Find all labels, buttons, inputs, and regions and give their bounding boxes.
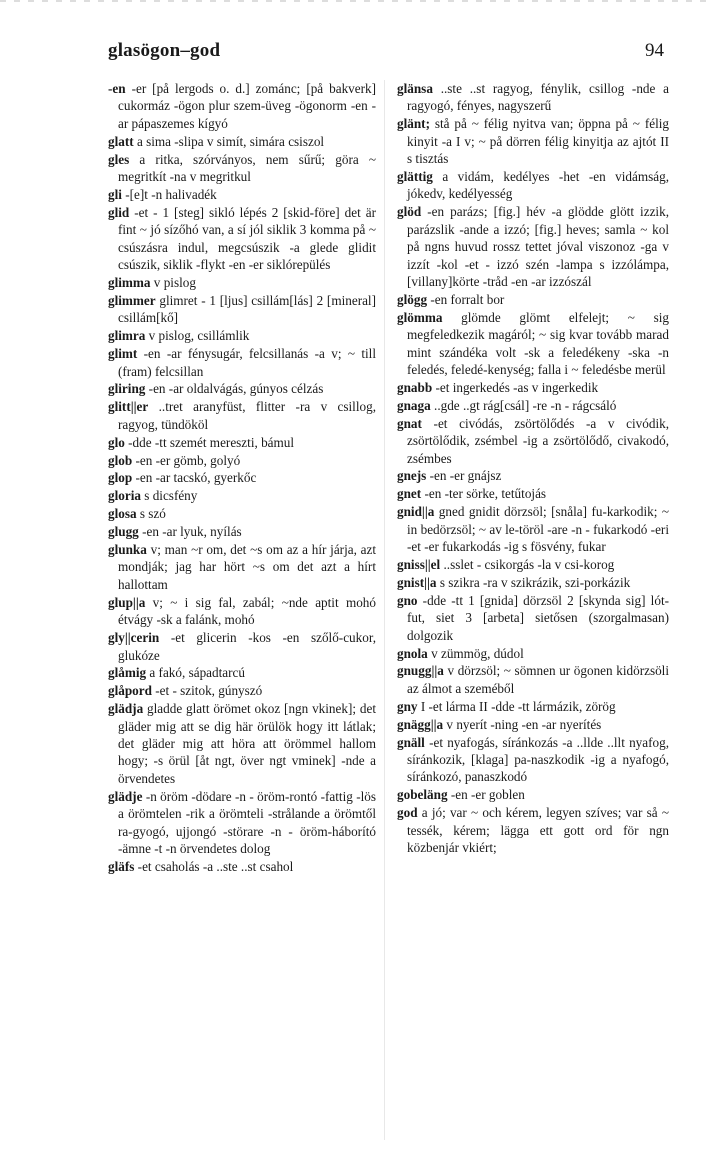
dictionary-entry: glänsa ..ste ..st ragyog, fénylik, csillog -nde a ragyogó, fényes, nagyszerű — [397, 81, 669, 114]
dictionary-entry: gnaga ..gde ..gt rág[csál] -re -n - rágcsáló — [397, 397, 617, 413]
dictionary-entry: glänt; stå på ~ félig nyitva van; öppna på ~ félig kinyit -a I v; ~ på dörren félig kinyitja az ajtót II s tisztás — [397, 116, 669, 167]
dictionary-entry: glunka v; man ~r om, det ~s om az a hír járja, azt mondják; jag har hört ~s om det azt a hírt hallottam — [108, 542, 376, 592]
dictionary-entry: glöd -en parázs; [fig.] hév -a glödde glött izzik, parázslik -ande a izzó; [fig.] heves; samla ~ kol på ngns huvud rossz tettet jóval viszonoz -ga v izzít -kol -et - izzó szén -lampa s izzólámpa, [villany]körte -tråd -en -ar izzószál — [397, 204, 669, 289]
dictionary-entry: gny I -et lárma II -dde -tt lármázik, zörög — [397, 698, 616, 714]
scan-edge-mark — [0, 0, 712, 2]
page-number: 94 — [645, 40, 664, 61]
dictionary-entry: glosa s szó — [108, 506, 166, 522]
dictionary-entry: gles a ritka, szórványos, nem sűrű; göra ~ megritkít -na v megritkul — [108, 151, 376, 185]
dictionary-entry: glo -dde -tt szemét mereszti, bámul — [108, 434, 295, 450]
running-head: glasögon–god — [108, 40, 221, 61]
dictionary-entry: god a jó; var ~ och kérem, legyen szíves; var så ~ tessék, kérem; lägga ett gott ord för ngn közbenjár vkiért; — [397, 805, 669, 855]
dictionary-entry: glimmer glimret - 1 [ljus] csillám[lás] 2 [mineral] csillám[kő] — [108, 292, 376, 326]
dictionary-entry: glättig a vidám, kedélyes -het -en vidámság, jókedv, kedélyesség — [397, 169, 669, 202]
dictionary-entry: glop -en -ar tacskó, gyerkőc — [108, 470, 257, 486]
dictionary-entry: glimra v pislog, csillámlik — [108, 328, 250, 344]
dictionary-entry: gly||cerin -et glicerin -kos -en szőlő-cukor, glukóze — [108, 630, 376, 663]
dictionary-entry: glåpord -et - szitok, gúnyszó — [108, 683, 263, 699]
dictionary-entry: gnäll -et nyafogás, síránkozás -a ..llde ..llt nyafog, síránkozik, [klaga] pa-naszkodik -ig a nyafogó, síránkozó, panaszkodó — [397, 734, 669, 785]
dictionary-entry: gnägg||a v nyerít -ning -en -ar nyerítés — [397, 716, 602, 732]
dictionary-entry: glimma v pislog — [108, 274, 196, 290]
dictionary-entry: gnid||a gned gnidit dörzsöl; [snåla] fu-karkodik; ~ in bedörzsöl; ~ av le-töröl -are -n - fukarkodó -eri -et -er fukarkodás -ig s fösvény, fukar — [397, 504, 669, 555]
dictionary-entry: gliring -en -ar oldalvágás, gúnyos célzás — [108, 381, 324, 397]
dictionary-entry: gnist||a s szikra -ra v szikrázik, szi-porkázik — [397, 574, 631, 590]
dictionary-entry: gloria s dicsfény — [108, 488, 198, 504]
dictionary-entry: gnugg||a v dörzsöl; ~ sömnen ur ögonen kidörzsöli az álmot a szeméből — [397, 663, 669, 696]
dictionary-entry: gniss||el ..sslet - csikorgás -la v csi-korog — [397, 556, 615, 572]
dictionary-entry: gli -[e]t -n halivadék — [108, 186, 217, 202]
column-divider — [384, 80, 385, 1140]
dictionary-entry: glatt a sima -slipa v simít, simára csiszol — [108, 133, 325, 149]
dictionary-entry: gläfs -et csaholás -a ..ste ..st csahol — [108, 858, 294, 874]
dictionary-entry: glup||a v; ~ i sig fal, zabál; ~nde aptit mohó étvágy -sk a falánk, mohó — [108, 594, 376, 628]
dictionary-entry: glädja gladde glatt örömet okoz [ngn vkinek]; det gläder mig att se dig här örülök hogy itt látlak; det gläder mig att höra att örömmel hallom hogy; -s örül [åt ngt, över ngt vminek] -nde a örvendetes — [108, 701, 376, 786]
dictionary-entry: glob -en -er gömb, golyó — [108, 452, 241, 468]
dictionary-entry: glimt -en -ar fénysugár, felcsillanás -a v; ~ till (fram) felcsillan — [108, 346, 376, 379]
dictionary-entry: gnat -et civódás, zsörtölődés -a v civódik, zsörtölődik, zsémbel -ig a zsörtölődő, civakodó, zsémbes — [397, 415, 669, 466]
dictionary-entry: glitt||er ..tret aranyfüst, flitter -ra v csillog, ragyog, tündököl — [108, 399, 376, 432]
dictionary-entry: glugg -en -ar lyuk, nyílás — [108, 524, 242, 540]
right-column — [397, 80, 669, 857]
dictionary-entry: gnejs -en -er gnájsz — [397, 468, 502, 484]
dictionary-entry: glögg -en forralt bor — [397, 291, 505, 307]
dictionary-entry: glädje -n öröm -dödare -n - öröm-rontó -fattig -lös a örömtelen -rik a örömteli -strålande a örömtől ra-gyogó, ujjongó -störare -n - öröm-háborító -ämne -t -n örvendetes dolog — [108, 788, 376, 856]
dictionary-entry: -en -er [på lergods o. d.] zománc; [på bakverk] cukormáz -ögon plur szem-üveg -ögonorm -en -ar pápaszemes kígyó — [108, 81, 376, 131]
dictionary-entry: gobeläng -en -er goblen — [397, 787, 525, 803]
dictionary-entry: gno -dde -tt 1 [gnida] dörzsöl 2 [skynda sig] lót-fut, siet 3 [arbeta] sietősen (szorgalmasan) dolgozik — [397, 592, 669, 643]
dictionary-entry: gnabb -et ingerkedés -as v ingerkedik — [397, 379, 599, 395]
dictionary-entry: gnola v zümmög, dúdol — [397, 645, 524, 661]
dictionary-entry: glid -et - 1 [steg] sikló lépés 2 [skid-före] det är fint ~ jó sízőhó van, a sí jól siklik 3 komma på ~ csúszásra indul, megcsúszik -a glede glidit csúszik, siklik -flykt -en -er siklórepülés — [108, 204, 376, 273]
dictionary-entry: gnet -en -ter sörke, tetűtojás — [397, 486, 547, 502]
dictionary-entry: glömma glömde glömt elfelejt; ~ sig megfeledkezik magáról; ~ sig kvar tovább marad mint szándéka volt -sk a feledékeny -ska -n feledés, feledé-kenység; falla i ~ feledésbe merül — [397, 309, 669, 377]
page-header — [108, 40, 664, 68]
dictionary-entry: glåmig a fakó, sápadtarcú — [108, 665, 245, 681]
left-column — [108, 80, 376, 876]
